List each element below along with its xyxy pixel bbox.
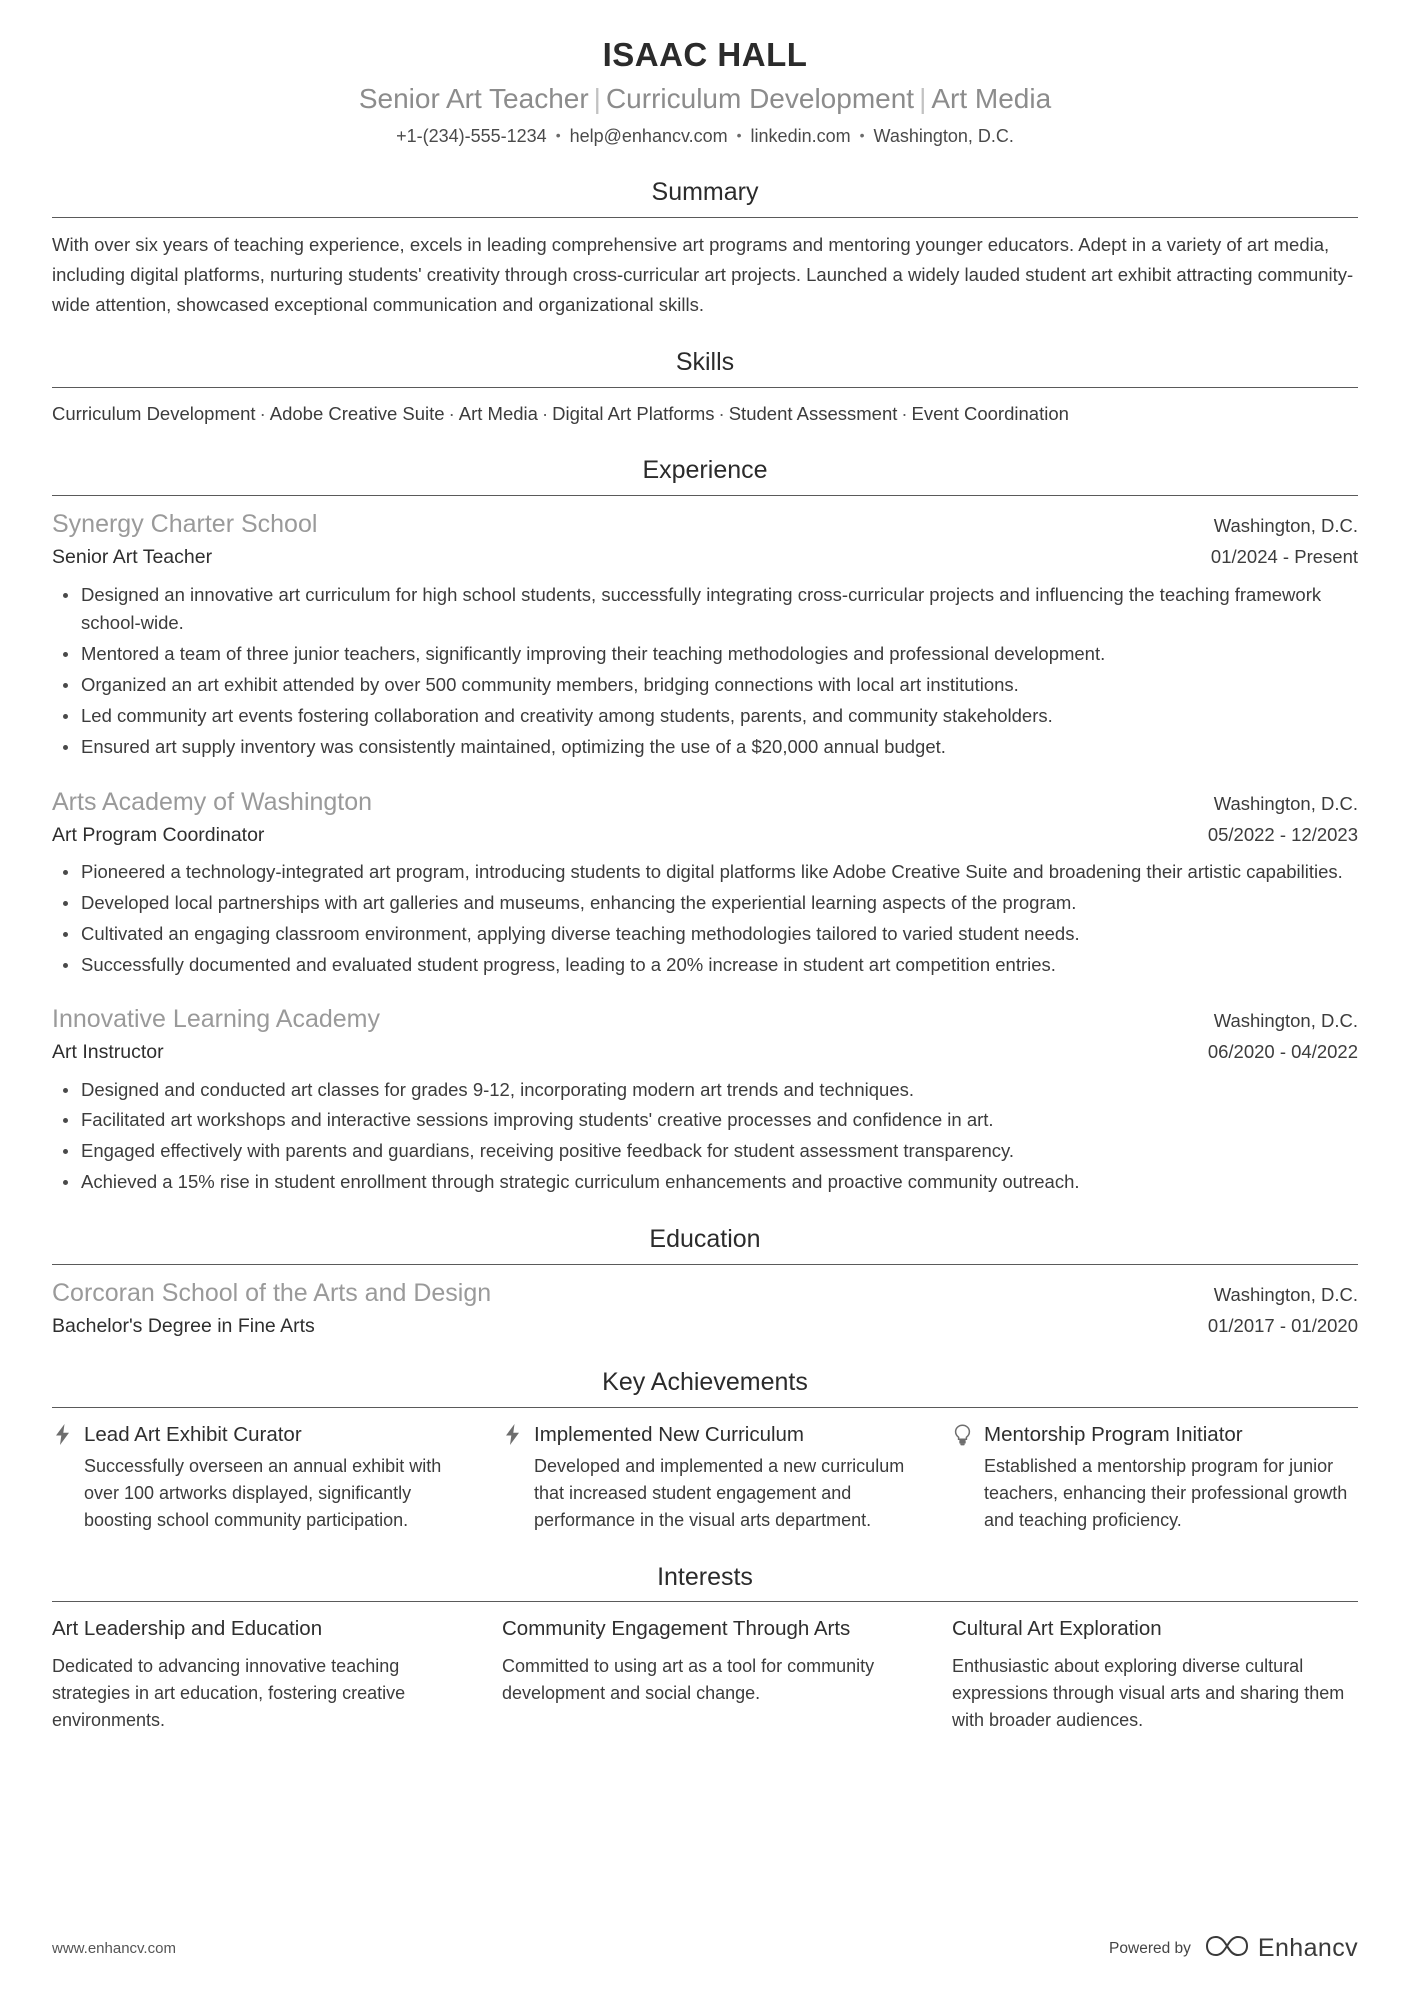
- section-title-experience: Experience: [642, 456, 768, 485]
- achievement-title: Lead Art Exhibit Curator: [84, 1422, 302, 1446]
- contact-location: Washington, D.C.: [873, 126, 1014, 147]
- skill-separator-icon: ·: [259, 402, 266, 424]
- skill-item: Curriculum Development: [52, 402, 256, 424]
- contact-line: [52, 123, 1358, 150]
- candidate-headline: [52, 79, 1358, 120]
- experience-entry: [52, 764, 1358, 980]
- contact-phone[interactable]: +1-(234)-555-1234: [396, 126, 547, 147]
- headline-part-1: Senior Art Teacher: [358, 82, 589, 114]
- experience-bullet: Organized an art exhibit attended by over 500 community members, bridging connections with local art institutions.: [52, 671, 1358, 700]
- footer-website-link[interactable]: www.enhancv.com: [52, 1940, 176, 1957]
- skill-separator-icon: ·: [448, 402, 455, 424]
- footer-branding: [1109, 1932, 1358, 1965]
- bullet-dot-icon: •: [859, 127, 865, 144]
- skill-item: Student Assessment: [728, 402, 898, 424]
- section-education: [52, 1223, 1358, 1340]
- headline-separator-icon: |: [593, 82, 601, 114]
- skill-separator-icon: ·: [541, 402, 549, 424]
- page-footer: [52, 1932, 1358, 1965]
- entry-org-row: [52, 508, 1358, 541]
- contact-email[interactable]: help@enhancv.com: [569, 126, 728, 147]
- interest-description: Enthusiastic about exploring diverse cultural expressions through visual arts and sharing them with broader audiences.: [952, 1655, 1345, 1731]
- entry-role-row: [52, 1036, 1358, 1066]
- section-title-summary: Summary: [651, 178, 759, 207]
- interest-description: Dedicated to advancing innovative teaching strategies in art education, fostering creative environments.: [52, 1655, 406, 1731]
- achievement-item: [952, 1421, 1358, 1535]
- achievement-item: [52, 1421, 458, 1535]
- experience-bullet: Designed an innovative art curriculum for high school students, successfully integrating cross-curricular projects and influencing the teaching framework school-wide.: [52, 581, 1358, 639]
- experience-dates: 06/2020 - 04/2022: [1207, 1041, 1358, 1063]
- enhancv-logo: [1205, 1932, 1358, 1965]
- achievement-item: [502, 1421, 908, 1535]
- entry-org-row: [52, 1277, 1358, 1310]
- education-location: Washington, D.C.: [1213, 1283, 1358, 1305]
- resume-header: [52, 34, 1358, 150]
- achievement-description: Developed and implemented a new curriculum that increased student engagement and performance in the visual arts department.: [534, 1455, 905, 1531]
- achievement-header: [502, 1421, 908, 1449]
- education-degree: Bachelor's Degree in Fine Arts: [52, 1314, 315, 1337]
- skill-separator-icon: ·: [718, 402, 725, 424]
- experience-role: Art Program Coordinator: [52, 823, 265, 846]
- interest-title: Cultural Art Exploration: [952, 1617, 1162, 1641]
- skill-separator-icon: ·: [901, 402, 908, 424]
- lightning-bolt-icon: [502, 1423, 522, 1447]
- experience-bullet-list: [52, 858, 1358, 979]
- experience-location: Washington, D.C.: [1213, 515, 1358, 537]
- interest-item: [952, 1615, 1358, 1734]
- achievement-title: Implemented New Curriculum: [534, 1422, 805, 1446]
- skill-item: Adobe Creative Suite: [269, 402, 445, 424]
- skill-item: Art Media: [458, 402, 538, 424]
- entry-org-row: [52, 786, 1358, 819]
- experience-organization: Innovative Learning Academy: [52, 1005, 380, 1034]
- experience-role: Senior Art Teacher: [52, 546, 213, 569]
- headline-part-3: Art Media: [931, 82, 1052, 114]
- skills-list: [52, 388, 1358, 429]
- experience-organization: Arts Academy of Washington: [52, 787, 373, 816]
- section-title-interests: Interests: [657, 1562, 753, 1591]
- lightning-bolt-icon: [52, 1423, 72, 1447]
- experience-role: Art Instructor: [52, 1041, 164, 1064]
- entry-degree-row: [52, 1310, 1358, 1340]
- experience-bullet: Engaged effectively with parents and guardians, receiving positive feedback for student assessment transparency.: [52, 1137, 1358, 1166]
- experience-bullet: Pioneered a technology-integrated art program, introducing students to digital platforms like Adobe Creative Suite and broadening their artistic capabilities.: [52, 858, 1358, 887]
- section-title-key-achievements: Key Achievements: [602, 1368, 808, 1397]
- entry-org-row: [52, 1003, 1358, 1036]
- achievement-header: [952, 1421, 1358, 1449]
- experience-bullet: Successfully documented and evaluated student progress, leading to a 20% increase in student art competition entries.: [52, 951, 1358, 980]
- experience-bullet: Designed and conducted art classes for grades 9-12, incorporating modern art trends and techniques.: [52, 1076, 1358, 1105]
- entry-role-row: [52, 541, 1358, 571]
- achievement-columns: [52, 1408, 1358, 1535]
- interest-item: [502, 1615, 908, 1734]
- experience-dates: 01/2024 - Present: [1210, 546, 1358, 568]
- education-entry: [52, 1265, 1358, 1340]
- experience-entry: [52, 981, 1358, 1197]
- section-title-skills: Skills: [675, 348, 735, 377]
- section-interests: [52, 1561, 1358, 1735]
- education-entries: [52, 1265, 1358, 1340]
- experience-bullet-list: [52, 1076, 1358, 1197]
- bullet-dot-icon: •: [555, 127, 561, 144]
- entry-role-row: [52, 819, 1358, 849]
- summary-text: With over six years of teaching experience, excels in leading comprehensive art programs and mentoring younger educators. Adept in a variety of art media, including digital platforms, nurturing students' creativity through cross-curricular art projects. Launched a widely lauded student art exhibit attracting community-wide attention, showcased exceptional communication and organizational skills.: [52, 234, 1354, 316]
- powered-by-label: Powered by: [1109, 1939, 1191, 1957]
- bullet-dot-icon: •: [736, 127, 742, 144]
- experience-location: Washington, D.C.: [1213, 1010, 1358, 1032]
- experience-bullet: Mentored a team of three junior teachers, significantly improving their teaching methodologies and professional development.: [52, 640, 1358, 669]
- headline-part-2: Curriculum Development: [605, 82, 915, 114]
- interest-item: [52, 1615, 458, 1734]
- interest-title: Art Leadership and Education: [52, 1617, 323, 1641]
- skill-item: Digital Art Platforms: [552, 402, 715, 424]
- skill-item: Event Coordination: [911, 402, 1069, 424]
- experience-bullet: Achieved a 15% rise in student enrollment through strategic curriculum enhancements and proactive community outreach.: [52, 1168, 1358, 1197]
- education-organization: Corcoran School of the Arts and Design: [52, 1278, 492, 1307]
- contact-linkedin[interactable]: linkedin.com: [750, 126, 851, 147]
- experience-entry: [52, 496, 1358, 761]
- interest-columns: [52, 1602, 1358, 1734]
- candidate-name: ISAAC HALL: [602, 36, 808, 73]
- experience-organization: Synergy Charter School: [52, 510, 318, 539]
- section-experience: [52, 454, 1358, 1197]
- experience-bullet: Developed local partnerships with art galleries and museums, enhancing the experiential learning aspects of the program.: [52, 889, 1358, 918]
- headline-separator-icon: |: [919, 82, 927, 114]
- experience-bullet: Facilitated art workshops and interactive sessions improving students' creative processes and confidence in art.: [52, 1106, 1358, 1135]
- section-skills: [52, 346, 1358, 428]
- education-dates: 01/2017 - 01/2020: [1207, 1314, 1358, 1336]
- interest-description: Committed to using art as a tool for community development and social change.: [502, 1655, 875, 1703]
- enhancv-wordmark: Enhancv: [1257, 1934, 1358, 1962]
- experience-location: Washington, D.C.: [1213, 792, 1358, 814]
- experience-entries: [52, 496, 1358, 1197]
- experience-dates: 05/2022 - 12/2023: [1207, 823, 1358, 845]
- interest-title: Community Engagement Through Arts: [502, 1617, 851, 1641]
- experience-bullet: Ensured art supply inventory was consistently maintained, optimizing the use of a $20,000 annual budget.: [52, 733, 1358, 762]
- section-summary: [52, 176, 1358, 320]
- achievement-title: Mentorship Program Initiator: [984, 1422, 1243, 1446]
- achievement-header: [52, 1421, 458, 1449]
- enhancv-mark-icon: [1205, 1932, 1249, 1965]
- section-title-education: Education: [649, 1225, 761, 1254]
- experience-bullet: Cultivated an engaging classroom environment, applying diverse teaching methodologies tailored to varied student needs.: [52, 920, 1358, 949]
- section-key-achievements: [52, 1366, 1358, 1535]
- experience-bullet-list: [52, 581, 1358, 762]
- lightbulb-icon: [952, 1423, 972, 1447]
- achievement-description: Successfully overseen an annual exhibit with over 100 artworks displayed, significantly boosting school community participation.: [84, 1455, 442, 1531]
- experience-bullet: Led community art events fostering collaboration and creativity among students, parents, and community stakeholders.: [52, 702, 1358, 731]
- achievement-description: Established a mentorship program for junior teachers, enhancing their professional growth and teaching proficiency.: [984, 1455, 1348, 1531]
